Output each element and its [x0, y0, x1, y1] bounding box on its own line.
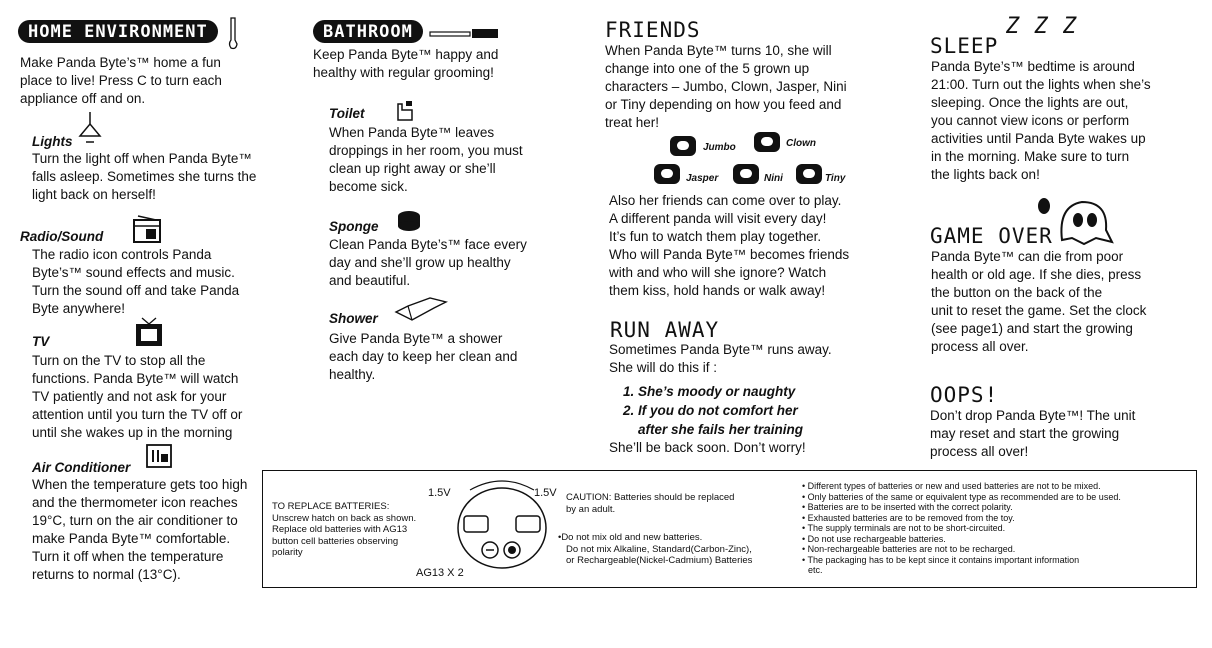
sponge-label: Sponge	[329, 219, 379, 234]
jumbo-label: Jumbo	[703, 142, 736, 153]
runaway-title: RUN AWAY	[610, 318, 720, 342]
battery-mix-warning: •Do not mix old and new batteries. Do not mix Alkaline, Standard(Carbon-Zinc), or Rechargeable(Nickel-Cadmium) Batteries	[558, 532, 753, 566]
tv-label: TV	[32, 334, 50, 349]
battery-rules: • Different types of batteries or new and used batteries are not to be mixed. • Only batteries of the same or equivalent type as recommended are to be used. • Batteries are to be inserted with the correct polarity. • Exhausted batteries are to be removed from the toy. • The supply terminals are not to be short-circuited. • Do not use rechargeable batteries. • Non-rechargeable batteries are not to be recharged. • The packaging has to be kept since it contains important information etc.	[802, 481, 1121, 575]
voltage-right: 1.5V	[534, 487, 557, 499]
lights-text: Turn the light off when Panda Byte™ falls asleep. Sometimes she turns the light back on herself!	[32, 151, 257, 202]
toilet-icon	[394, 100, 416, 124]
clown-panda-icon	[754, 132, 780, 152]
jasper-panda-icon	[654, 164, 680, 184]
shower-label: Shower	[329, 311, 378, 326]
friends-text: When Panda Byte™ turns 10, she will change into one of the 5 grown up characters – Jumbo, Clown, Jasper, Nini or Tiny depending on how you feed and treat her!	[605, 43, 847, 130]
lights-label: Lights	[32, 134, 73, 149]
oops-title: OOPS!	[930, 383, 999, 407]
runaway-text: Sometimes Panda Byte™ runs away. She will do this if :	[609, 342, 832, 375]
clown-label: Clown	[786, 138, 816, 149]
sponge-text: Clean Panda Byte’s™ face every day and she’ll grow up healthy and beautiful.	[329, 237, 527, 288]
friends-text2: Also her friends can come over to play. A different panda will visit every day! It’s fun to watch them play together. Who will Panda Byte™ becomes friends with and who will she ignore? Watch them kiss, hold hands or walk away!	[609, 193, 850, 298]
oops-text: Don’t drop Panda Byte™! The unit may reset and start the growing process all over!	[930, 408, 1136, 459]
radio-text: The radio icon controls Panda Byte’s™ sound effects and music. Turn the sound off and take Panda Byte anywhere!	[32, 247, 240, 316]
lamp-icon	[72, 112, 108, 148]
battery-model: AG13 X 2	[416, 567, 464, 579]
zzz-icon: Z Z Z	[1006, 14, 1078, 39]
sleep-title: SLEEP	[930, 34, 999, 58]
tv-text: Turn on the TV to stop all the functions. Panda Byte™ will watch TV patiently and not ask for your attention until you turn the TV off or until she wakes up in the morning	[32, 353, 243, 440]
bathroom-intro: Keep Panda Byte™ happy and healthy with regular grooming!	[313, 47, 499, 80]
friends-title: FRIENDS	[605, 18, 701, 42]
sleep-text: Panda Byte’s™ bedtime is around 21:00. Turn out the lights when she’s sleeping. Once the lights are out, you cannot view icons or perform activities until Panda Byte wakes up in the morning. Make sure to turn the lights back on!	[931, 59, 1151, 182]
battery-caution: CAUTION: Batteries should be replaced by an adult.	[566, 492, 735, 515]
tv-icon	[134, 316, 164, 348]
ac-text: When the temperature gets too high and the thermometer icon reaches 19°C, turn on the air conditioner to make Panda Byte™ comfortable. Turn it off when the temperature returns to normal (13°C).	[32, 477, 248, 582]
voltage-left: 1.5V	[428, 487, 451, 499]
ac-label: Air Conditioner	[32, 460, 131, 475]
shower-text: Give Panda Byte™ a shower each day to keep her clean and healthy.	[329, 331, 518, 382]
toilet-label: Toilet	[329, 106, 365, 121]
radio-label: Radio/Sound	[20, 229, 104, 244]
shower-icon	[394, 294, 448, 326]
thermometer-icon	[226, 16, 240, 50]
nini-label: Nini	[764, 173, 783, 184]
battery-replace-text: TO REPLACE BATTERIES: Unscrew hatch on back as shown. Replace old batteries with AG13 button cell batteries observing polarity	[272, 501, 417, 558]
radio-icon	[132, 214, 162, 244]
tiny-label: Tiny	[825, 173, 846, 184]
gameover-title: GAME OVER	[930, 224, 1053, 248]
battery-hatch-diagram	[450, 476, 554, 572]
gameover-text: Panda Byte™ can die from poor health or old age. If she dies, press the button on the back of the unit to reset the game. Set the clock (see page1) and start the growing process all over.	[931, 249, 1147, 354]
sponge-icon	[396, 208, 422, 232]
home-environment-title: HOME ENVIRONMENT	[18, 20, 218, 43]
nini-panda-icon	[733, 164, 759, 184]
jumbo-panda-icon	[670, 136, 696, 156]
toothbrush-icon	[428, 26, 500, 42]
runaway-conditions: 1. She’s moody or naughty 2. If you do not comfort her after she fails her training	[623, 384, 804, 437]
toilet-text: When Panda Byte™ leaves droppings in her room, you must clean up right away or she’ll become sick.	[329, 125, 523, 194]
jasper-label: Jasper	[686, 173, 719, 184]
runaway-outro: She’ll be back soon. Don’t worry!	[609, 440, 806, 455]
tiny-panda-icon	[796, 164, 822, 184]
bathroom-title: BATHROOM	[313, 20, 423, 43]
home-intro: Make Panda Byte’s™ home a fun place to live! Press C to turn each appliance off and on.	[20, 55, 222, 106]
air-conditioner-icon	[146, 444, 172, 468]
